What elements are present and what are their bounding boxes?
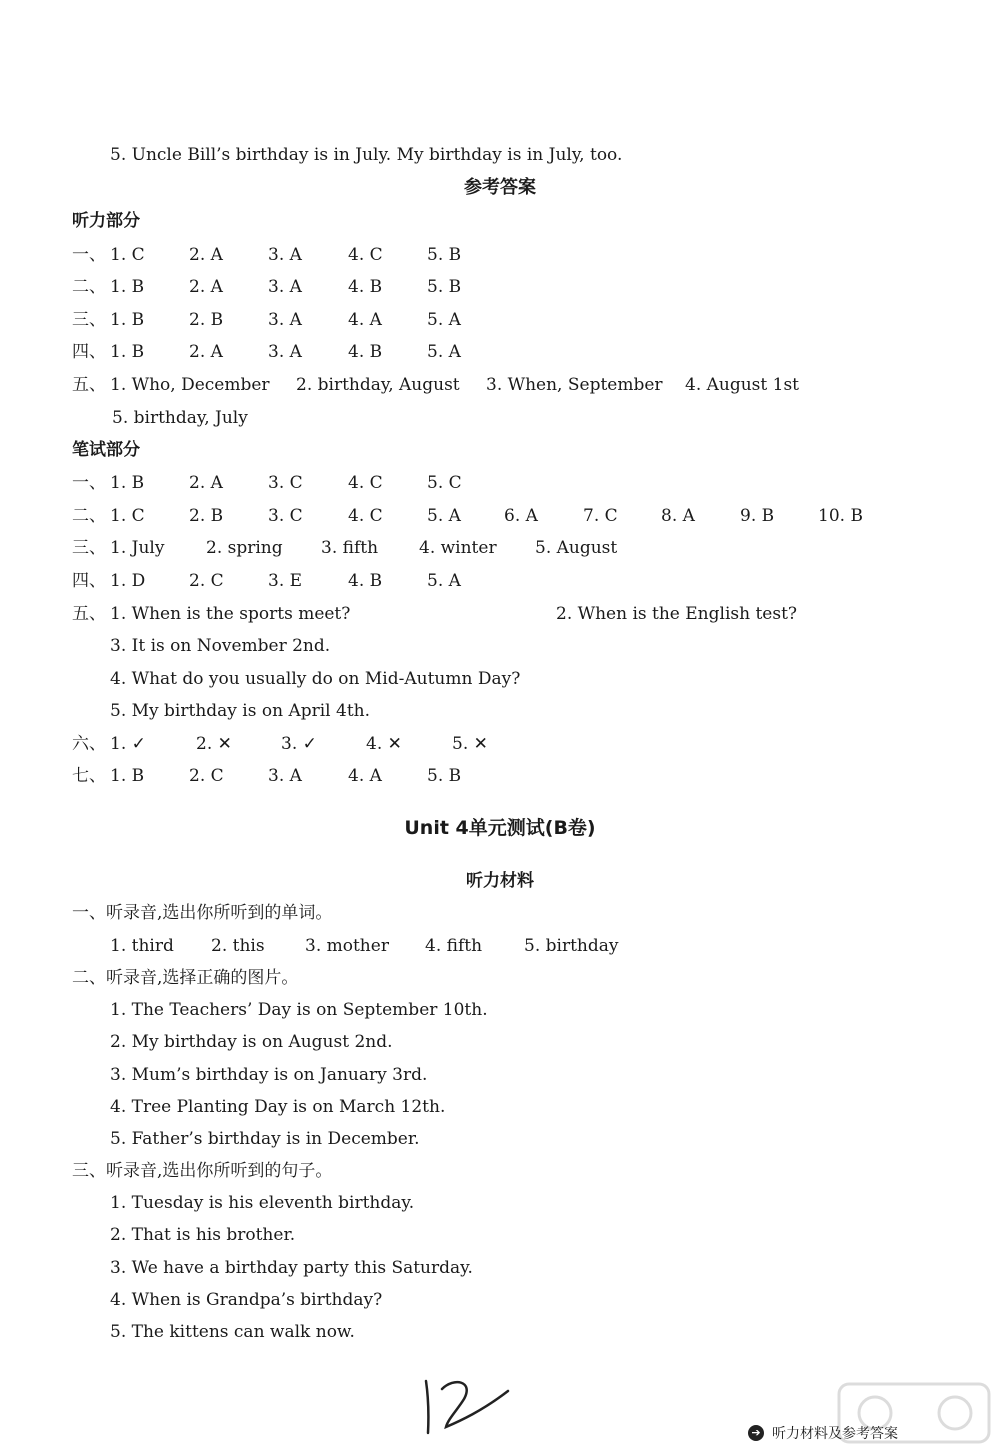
answer-item: 1. Who, December bbox=[110, 375, 270, 395]
answer-item: 2. spring bbox=[206, 538, 283, 558]
answer-item: 3. A bbox=[268, 310, 302, 330]
row-label: 二、 bbox=[72, 506, 106, 526]
answer-item: 4. B bbox=[348, 571, 383, 591]
answer-item: 1. D bbox=[110, 571, 146, 591]
answer-item: 2. A bbox=[189, 245, 223, 265]
answer-item: 5. ✕ bbox=[452, 734, 488, 754]
answer-item: 5. C bbox=[427, 473, 462, 493]
answer-item: 3. C bbox=[268, 506, 303, 526]
answer-item: 1. B bbox=[110, 473, 145, 493]
answer-item: 5. B bbox=[427, 245, 462, 265]
answer-item: 3. It is on November 2nd. bbox=[110, 636, 331, 656]
answer-item: 1. B bbox=[110, 342, 145, 362]
answer-item: 4. A bbox=[348, 310, 382, 330]
material-line: 3. We have a birthday party this Saturday. bbox=[110, 1258, 473, 1278]
answer-item: 2. ✕ bbox=[196, 734, 232, 754]
material-section-label: 三、听录音,选出你所听到的句子。 bbox=[72, 1161, 333, 1181]
word-item: 5. birthday bbox=[524, 936, 619, 956]
answer-item: 2. When is the English test? bbox=[556, 604, 798, 624]
answers-title: 参考答案 bbox=[464, 177, 536, 198]
answer-item: 4. August 1st bbox=[685, 375, 800, 395]
word-item: 3. mother bbox=[305, 936, 389, 956]
answer-item: 5. birthday, July bbox=[112, 408, 248, 428]
answer-item: 10. B bbox=[818, 506, 863, 526]
answer-item: 3. When, September bbox=[486, 375, 663, 395]
answer-item: 3. A bbox=[268, 766, 302, 786]
answer-item: 1. B bbox=[110, 310, 145, 330]
answer-item: 3. ✓ bbox=[281, 734, 317, 754]
material-line: 1. The Teachers’ Day is on September 10th. bbox=[110, 1000, 488, 1020]
answer-item: 3. E bbox=[268, 571, 303, 591]
answer-item: 4. winter bbox=[419, 538, 497, 558]
answer-item: 5. August bbox=[535, 538, 618, 558]
answer-item: 1. ✓ bbox=[110, 734, 146, 754]
material-line: 5. Father’s birthday is in December. bbox=[110, 1129, 420, 1149]
material-section-label: 二、听录音,选择正确的图片。 bbox=[72, 968, 299, 988]
row-label: 一、 bbox=[72, 473, 106, 493]
answer-item: 2. C bbox=[189, 571, 224, 591]
answer-item: 5. My birthday is on April 4th. bbox=[110, 701, 371, 721]
material-line: 5. The kittens can walk now. bbox=[110, 1322, 355, 1342]
answer-item: 5. A bbox=[427, 571, 461, 591]
answer-item: 4. B bbox=[348, 342, 383, 362]
written-section-title: 笔试部分 bbox=[72, 440, 140, 460]
row-label: 四、 bbox=[72, 571, 106, 591]
answer-item: 4. B bbox=[348, 277, 383, 297]
row-label: 五、 bbox=[72, 604, 106, 624]
material-line: 2. My birthday is on August 2nd. bbox=[110, 1032, 393, 1052]
answer-item: 3. A bbox=[268, 277, 302, 297]
page-footer bbox=[748, 1423, 898, 1443]
material-line: 3. Mum’s birthday is on January 3rd. bbox=[110, 1065, 428, 1085]
material-title: 听力材料 bbox=[466, 871, 534, 891]
answer-item: 5. B bbox=[427, 277, 462, 297]
arrow-right-circle-icon: ➔ bbox=[748, 1425, 764, 1441]
answer-item: 1. C bbox=[110, 506, 145, 526]
material-line: 1. Tuesday is his eleventh birthday. bbox=[110, 1193, 415, 1213]
answer-item: 3. A bbox=[268, 342, 302, 362]
material-line: 2. That is his brother. bbox=[110, 1225, 296, 1245]
handwritten-page-number bbox=[412, 1375, 512, 1437]
answer-item: 4. ✕ bbox=[366, 734, 402, 754]
answer-item: 5. A bbox=[427, 342, 461, 362]
answer-item: 3. fifth bbox=[321, 538, 379, 558]
answer-item: 2. B bbox=[189, 310, 224, 330]
row-label: 一、 bbox=[72, 245, 106, 265]
carryover-line: 5. Uncle Bill’s birthday is in July. My birthday is in July, too. bbox=[110, 145, 623, 165]
answer-item: 1. July bbox=[110, 538, 165, 558]
listening-section-title: 听力部分 bbox=[72, 211, 140, 231]
answer-item: 2. C bbox=[189, 766, 224, 786]
row-label: 四、 bbox=[72, 342, 106, 362]
row-label: 六、 bbox=[72, 734, 106, 754]
word-item: 4. fifth bbox=[425, 936, 483, 956]
word-item: 2. this bbox=[211, 936, 265, 956]
row-label: 三、 bbox=[72, 538, 106, 558]
row-label: 七、 bbox=[72, 766, 106, 786]
answer-item: 1. B bbox=[110, 277, 145, 297]
row-label: 五、 bbox=[72, 375, 106, 395]
answer-item: 2. birthday, August bbox=[296, 375, 460, 395]
material-line: 4. Tree Planting Day is on March 12th. bbox=[110, 1097, 446, 1117]
answer-item: 6. A bbox=[504, 506, 538, 526]
answer-item: 2. B bbox=[189, 506, 224, 526]
material-line: 4. When is Grandpa’s birthday? bbox=[110, 1290, 383, 1310]
answer-item: 4. A bbox=[348, 766, 382, 786]
word-item: 1. third bbox=[110, 936, 174, 956]
answer-item: 4. C bbox=[348, 473, 383, 493]
row-label: 三、 bbox=[72, 310, 106, 330]
answer-item: 2. A bbox=[189, 473, 223, 493]
answer-item: 8. A bbox=[661, 506, 695, 526]
answer-item: 5. A bbox=[427, 310, 461, 330]
answer-item: 1. When is the sports meet? bbox=[110, 604, 351, 624]
answer-item: 4. What do you usually do on Mid-Autumn Day? bbox=[110, 669, 521, 689]
answer-item: 3. C bbox=[268, 473, 303, 493]
answer-item: 5. B bbox=[427, 766, 462, 786]
row-label: 二、 bbox=[72, 277, 106, 297]
unit-title: Unit 4单元测试(B卷) bbox=[404, 817, 596, 839]
answer-item: 3. A bbox=[268, 245, 302, 265]
answer-item: 9. B bbox=[740, 506, 775, 526]
footer-label: 听力材料及参考答案 bbox=[772, 1426, 898, 1442]
answer-item: 2. A bbox=[189, 277, 223, 297]
answer-item: 1. B bbox=[110, 766, 145, 786]
answer-item: 4. C bbox=[348, 506, 383, 526]
answer-item: 2. A bbox=[189, 342, 223, 362]
answer-item: 7. C bbox=[583, 506, 618, 526]
answer-item: 1. C bbox=[110, 245, 145, 265]
answer-item: 4. C bbox=[348, 245, 383, 265]
answer-item: 5. A bbox=[427, 506, 461, 526]
material-section-label: 一、听录音,选出你所听到的单词。 bbox=[72, 903, 333, 923]
